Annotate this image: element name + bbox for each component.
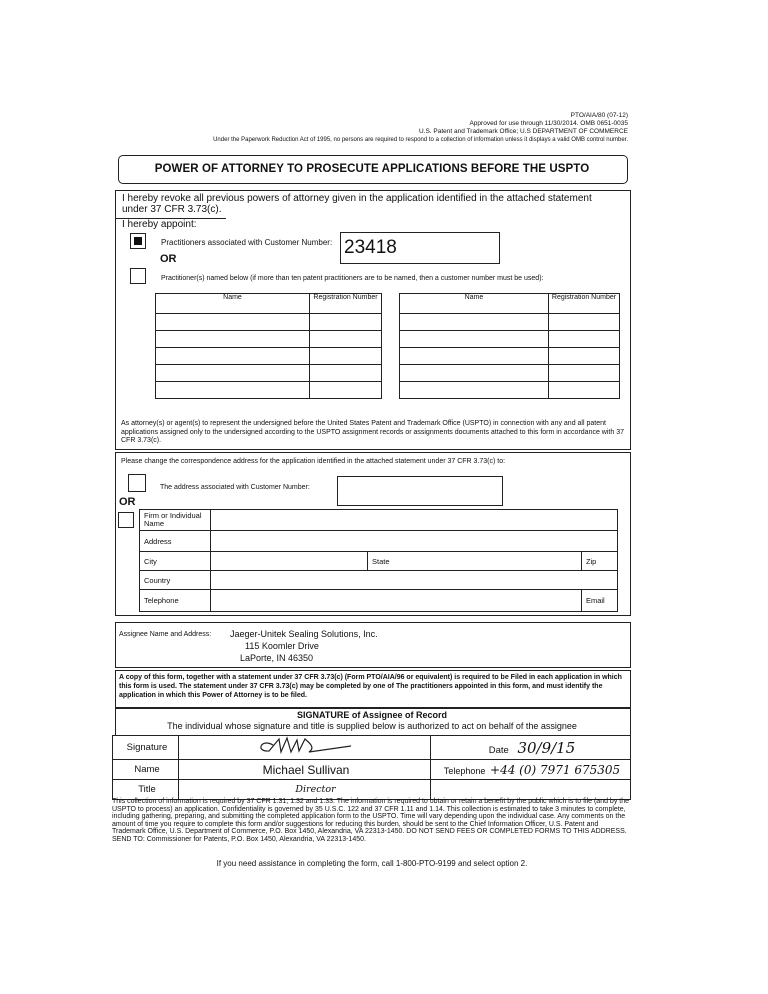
firm-label: Firm or Individual Name [140, 510, 211, 531]
burden-statement: This collection of information is required by 37 CFR 1.31, 1.32 and 1.33. The information is required to obtain or retain a benefit by the public which is to file (and by the USPTO to process) an application. Confidentiality is governed by 35 U.S.C. 122 and 37 CFR 1.11 and 1.14. This collection is estimated to take 3 minutes to complete, including gathering, preparing, and submitting the completed application form to the USPTO. Time will vary depending upon the individual case. Any comments on the amount of time you require to complete this form and/or suggestions for reducing this burden, should be sent to the Chief Information Officer, U.S. Patent and Trademark Office, U.S. Department of Commerce, P.O. Box 1450, Alexandria, VA 22313-1450. DO NOT SEND FEES OR COMPLETED FORMS TO THIS ADDRESS. SEND TO: Commissioner for Patents, P.O. Box 1450, Alexandria, VA 22313-1450. [112, 798, 629, 843]
paperwork-notice: Under the Paperwork Reduction Act of 1995, no persons are required to respond to a collection of information unless it displays a valid OMB control number. [213, 137, 628, 143]
name-cell[interactable] [400, 382, 549, 399]
signature-heading: SIGNATURE of Assignee of Record [296, 710, 448, 720]
registration-cell[interactable] [549, 348, 620, 365]
name-cell[interactable] [400, 331, 549, 348]
address-field[interactable] [211, 531, 618, 552]
practitioner-table-left [155, 293, 382, 399]
correspondence-customer-field[interactable] [337, 476, 503, 506]
correspondence-customer-label: The address associated with Customer Number: [160, 484, 310, 491]
name-label: Name [113, 760, 179, 780]
name-value[interactable]: Michael Sullivan [179, 760, 431, 780]
assignee-name: Jaeger-Unitek Sealing Solutions, Inc. [230, 629, 378, 639]
assignee-label: Assignee Name and Address: [119, 631, 212, 638]
name-header: Name [400, 294, 549, 314]
firm-field[interactable] [211, 510, 618, 531]
title-extra-cell [431, 780, 631, 800]
or-label: OR [160, 253, 177, 265]
name-header: Name [156, 294, 310, 314]
registration-header: Registration Number [549, 294, 620, 314]
name-cell[interactable] [156, 365, 310, 382]
city-label: City [140, 552, 211, 571]
practitioner-table-right [399, 293, 620, 399]
name-cell[interactable] [400, 348, 549, 365]
name-cell[interactable] [400, 365, 549, 382]
name-cell[interactable] [400, 314, 549, 331]
customer-number-checkbox[interactable] [130, 233, 146, 249]
signature-table [112, 735, 631, 800]
correspondence-or-label: OR [119, 496, 136, 508]
registration-header: Registration Number [310, 294, 382, 314]
assistance-text: If you need assistance in completing the form, call 1-800-PTO-9199 and select option 2. [216, 859, 528, 868]
name-cell[interactable] [156, 314, 310, 331]
correspondence-table [139, 509, 618, 612]
title-label: Title [113, 780, 179, 800]
registration-cell[interactable] [310, 331, 382, 348]
signature-subheading: The individual whose signature and title is supplied below is authorized to act on behalf of the assignee [167, 721, 577, 731]
date-cell[interactable] [431, 736, 631, 760]
name-cell[interactable] [156, 348, 310, 365]
checkbox-mark [134, 237, 142, 245]
date-value: 30/9/15 [517, 738, 576, 757]
registration-cell[interactable] [549, 365, 620, 382]
form-id: PTO/AIA/80 (07-12) [570, 112, 628, 119]
named-practitioners-checkbox[interactable] [130, 268, 146, 284]
attorney-statement: As attorney(s) or agent(s) to represent the undersigned before the United States Patent and Trademark Office (USPTO) in connection with any and all patent applications assigned only to the undersigned according to the USPTO assignment records or assignments documents attached to this form in accordance with 37 CFR 3.73(c). [121, 420, 624, 444]
telephone-label: Telephone [140, 590, 211, 612]
customer-number-field[interactable]: 23418 [340, 232, 500, 264]
title-value[interactable]: Director [179, 780, 431, 800]
appoint-label: I hereby appoint: [122, 219, 197, 230]
customer-number-label: Practitioners associated with Customer Number: [161, 238, 333, 247]
registration-cell[interactable] [549, 314, 620, 331]
name-cell[interactable] [156, 382, 310, 399]
correspondence-address-checkbox[interactable] [118, 512, 134, 528]
assignee-street: 115 Koomler Drive [245, 641, 319, 651]
named-practitioners-label: Practitioner(s) named below (if more than ten patent practitioners are to be named, then a customer number must be used): [161, 275, 544, 282]
assignee-city: LaPorte, IN 46350 [240, 653, 314, 663]
email-label: Email [581, 590, 617, 612]
telephone-field[interactable] [211, 590, 582, 612]
correspondence-instruction: Please change the correspondence address for the application identified in the attached statement under 37 CFR 3.73(c) to: [121, 458, 506, 465]
date-label: Date [488, 744, 509, 756]
telephone-label: Telephone [443, 765, 486, 776]
zip-label: Zip [581, 552, 617, 571]
telephone-value: +44 (0) 7971 675305 [490, 762, 621, 777]
country-field[interactable] [211, 571, 618, 590]
office-name: U.S. Patent and Trademark Office; U.S DEPARTMENT OF COMMERCE [418, 128, 628, 135]
registration-cell[interactable] [549, 382, 620, 399]
registration-cell[interactable] [310, 314, 382, 331]
omb-approval: Approved for use through 11/30/2014. OMB 0651-0035 [469, 120, 628, 127]
state-label: State [368, 552, 582, 571]
name-cell[interactable] [156, 331, 310, 348]
telephone-cell[interactable] [431, 760, 631, 780]
signature-label: Signature [113, 736, 179, 760]
signature-field[interactable] [179, 736, 431, 760]
registration-cell[interactable] [310, 348, 382, 365]
page-title: POWER OF ATTORNEY TO PROSECUTE APPLICATIONS BEFORE THE USPTO [154, 163, 590, 175]
signature-scribble-icon [241, 736, 371, 756]
city-field[interactable] [211, 552, 368, 571]
copy-notice: A copy of this form, together with a statement under 37 CFR 3.73(c) (Form PTO/AIA/96 or equivalent) is required to be Filed in each application in which this form is used. The statement under 37 CFR 3.73(c) may be completed by one of The practitioners appointed in this form, and must identify the application in which this Power of Attorney is to be filed. [119, 674, 622, 699]
correspondence-customer-checkbox[interactable] [128, 474, 146, 492]
registration-cell[interactable] [310, 382, 382, 399]
address-label: Address [140, 531, 211, 552]
revoke-statement: I hereby revoke all previous powers of attorney given in the application identified in the attached statement under 37 CFR 3.73(c). [122, 193, 592, 215]
registration-cell[interactable] [310, 365, 382, 382]
registration-cell[interactable] [549, 331, 620, 348]
country-label: Country [140, 571, 211, 590]
